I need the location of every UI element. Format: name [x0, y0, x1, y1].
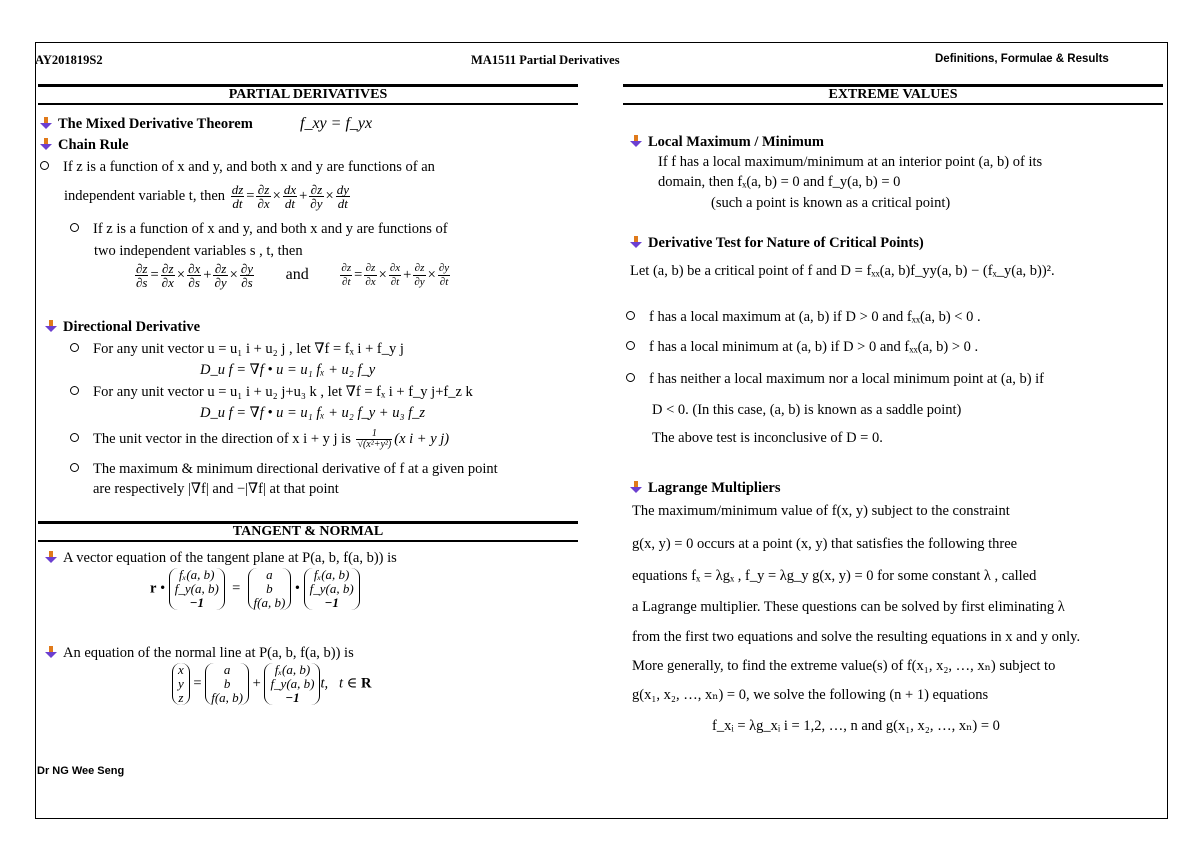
bullet-pin-icon [630, 135, 642, 147]
circle-bullet-icon [70, 463, 79, 472]
header-term: AY201819S2 [35, 53, 103, 67]
circle-bullet-icon [70, 386, 79, 395]
chain-rule-item-1: If z is a function of x and y, and both x and y are functions of an [40, 158, 435, 176]
derivative-test-case-2: f has a local minimum at (a, b) if D > 0 and fₓₓ(a, b) > 0 . [626, 338, 978, 356]
circle-bullet-icon [626, 373, 635, 382]
dir-formula-2: D_u f = ∇f • u = u₁ fₓ + u₂ f_y + u₃ f_z [200, 405, 426, 421]
local-max-min-heading: Local Maximum / Minimum [630, 133, 824, 151]
chain-rule-partial-formulas: $\frac{\partial z}{\partial s}$ = $\frac{\partial z}{\partial x}$ × $\frac{\partial x}{\partial s}$ + $\frac{\partial z}{\partial y}$ × $\frac{\partial y}{\partial s}$ and $\frac{\partial z}{\partial t}$ = $\frac{\partial z}{\partial x}$ × $\frac{\partial x}{\partial t}$ + $\frac{\partial z}{\partial y}$ × $\frac{\partial y}{\partial t}$ [136, 261, 450, 290]
lagrange-line-1: The maximum/minimum value of f(x, y) subject to the constraint [632, 503, 1010, 519]
lagrange-line-3: equations fₓ = λgₓ , f_y = λg_y g(x, y) = 0 for some constant λ , called [632, 568, 1037, 584]
tangent-plane-text: A vector equation of the tangent plane at P(a, b, f(a, b)) is [45, 549, 397, 567]
local-max-min-line-1: If f has a local maximum/minimum at an interior point (a, b) of its [658, 154, 1043, 170]
bullet-pin-icon [630, 481, 642, 493]
directional-derivative-heading: Directional Derivative [45, 318, 200, 336]
tangent-plane-equation: r • fₓ(a, b) f_y(a, b) −1 = a b f(a, b) • fₓ(a, b) f_y(a, b) −1 [150, 568, 360, 610]
local-max-min-line-3: (such a point is known as a critical point) [711, 195, 951, 211]
dir-item-1: For any unit vector u = u₁ i + u₂ j , let ∇f = fₓ i + f_y j [70, 340, 404, 358]
chain-rule-item-1b: independent variable t, then $\frac{dz}{dt}$ = $\frac{\partial z}{\partial x}$ × $\frac{dx}{dt}$ + $\frac{\partial z}{\partial y}$ × $\frac{dy}{dt}$ [64, 182, 349, 211]
mixed-derivative-heading: The Mixed Derivative Theorem [40, 115, 253, 133]
chain-rule-item-2: If z is a function of x and y, and both x and y are functions of [70, 220, 448, 238]
circle-bullet-icon [40, 161, 49, 170]
dir-item-4b: are respectively |∇f| and −|∇f| at that point [93, 481, 339, 497]
header-course: MA1511 Partial Derivatives [471, 53, 620, 67]
derivative-test-case-3: f has neither a local maximum nor a local minimum point at (a, b) if [626, 370, 1044, 388]
local-max-min-line-2: domain, then fₓ(a, b) = 0 and f_y(a, b) = 0 [658, 174, 901, 190]
lagrange-line-4: a Lagrange multiplier. These questions can be solved by first eliminating λ [632, 599, 1065, 615]
author-signature: Dr NG Wee Seng [37, 765, 125, 777]
bullet-pin-icon [630, 236, 642, 248]
bullet-pin-icon [45, 320, 57, 332]
circle-bullet-icon [626, 311, 635, 320]
bullet-pin-icon [45, 646, 57, 658]
header-subtitle: Definitions, Formulae & Results [935, 53, 1109, 65]
normal-line-text: An equation of the normal line at P(a, b, f(a, b)) is [45, 644, 354, 662]
chain-rule-item-2b: two independent variables s , t, then [94, 243, 303, 259]
section-extreme-values: EXTREME VALUES [623, 84, 1163, 105]
bullet-pin-icon [45, 551, 57, 563]
derivative-test-case-3b: D < 0. (In this case, (a, b) is known as a saddle point) [652, 402, 962, 418]
circle-bullet-icon [626, 341, 635, 350]
lagrange-line-2: g(x, y) = 0 occurs at a point (x, y) that satisfies the following three [632, 536, 1018, 552]
section-tangent-normal: TANGENT & NORMAL [38, 521, 578, 542]
lagrange-heading: Lagrange Multipliers [630, 479, 781, 497]
derivative-test-definition: Let (a, b) be a critical point of f and D = fₓₓ(a, b)f_yy(a, b) − (fₓ_y(a, b))². [630, 263, 1055, 279]
bullet-pin-icon [40, 117, 52, 129]
lagrange-line-5: from the first two equations and solve the resulting equations in x and y only. [632, 629, 1081, 645]
derivative-test-inconclusive: The above test is inconclusive of D = 0. [652, 430, 883, 446]
mixed-derivative-formula: f_xy = f_yx [300, 115, 373, 132]
dir-item-2: For any unit vector u = u₁ i + u₂ j+u₃ k , let ∇f = fₓ i + f_y j+f_z k [70, 383, 473, 401]
circle-bullet-icon [70, 433, 79, 442]
derivative-test-case-1: f has a local maximum at (a, b) if D > 0 and fₓₓ(a, b) < 0 . [626, 308, 981, 326]
circle-bullet-icon [70, 343, 79, 352]
chain-rule-heading: Chain Rule [40, 136, 129, 154]
circle-bullet-icon [70, 223, 79, 232]
bullet-pin-icon [40, 138, 52, 150]
normal-line-equation: x y z = a b f(a, b) + fₓ(a, b) f_y(a, b) −1t, t ∈ R [172, 663, 372, 705]
dir-item-3: The unit vector in the direction of x i + y j is $\frac{1}{\text{√(x²+y²)}}$ (x i + y j) [70, 429, 449, 450]
derivative-test-heading: Derivative Test for Nature of Critical Points) [630, 234, 924, 252]
section-partial-derivatives: PARTIAL DERIVATIVES [38, 84, 578, 105]
dir-formula-1: D_u f = ∇f • u = u₁ fₓ + u₂ f_y [200, 362, 376, 378]
lagrange-line-6: More generally, to find the extreme value(s) of f(x₁, x₂, …, xₙ) subject to [632, 658, 1056, 674]
dir-item-4: The maximum & minimum directional derivative of f at a given point [70, 460, 498, 478]
lagrange-general-equations: f_xᵢ = λg_xᵢ i = 1,2, …, n and g(x₁, x₂, …, xₙ) = 0 [712, 718, 1000, 734]
lagrange-line-7: g(x₁, x₂, …, xₙ) = 0, we solve the following (n + 1) equations [632, 687, 989, 703]
